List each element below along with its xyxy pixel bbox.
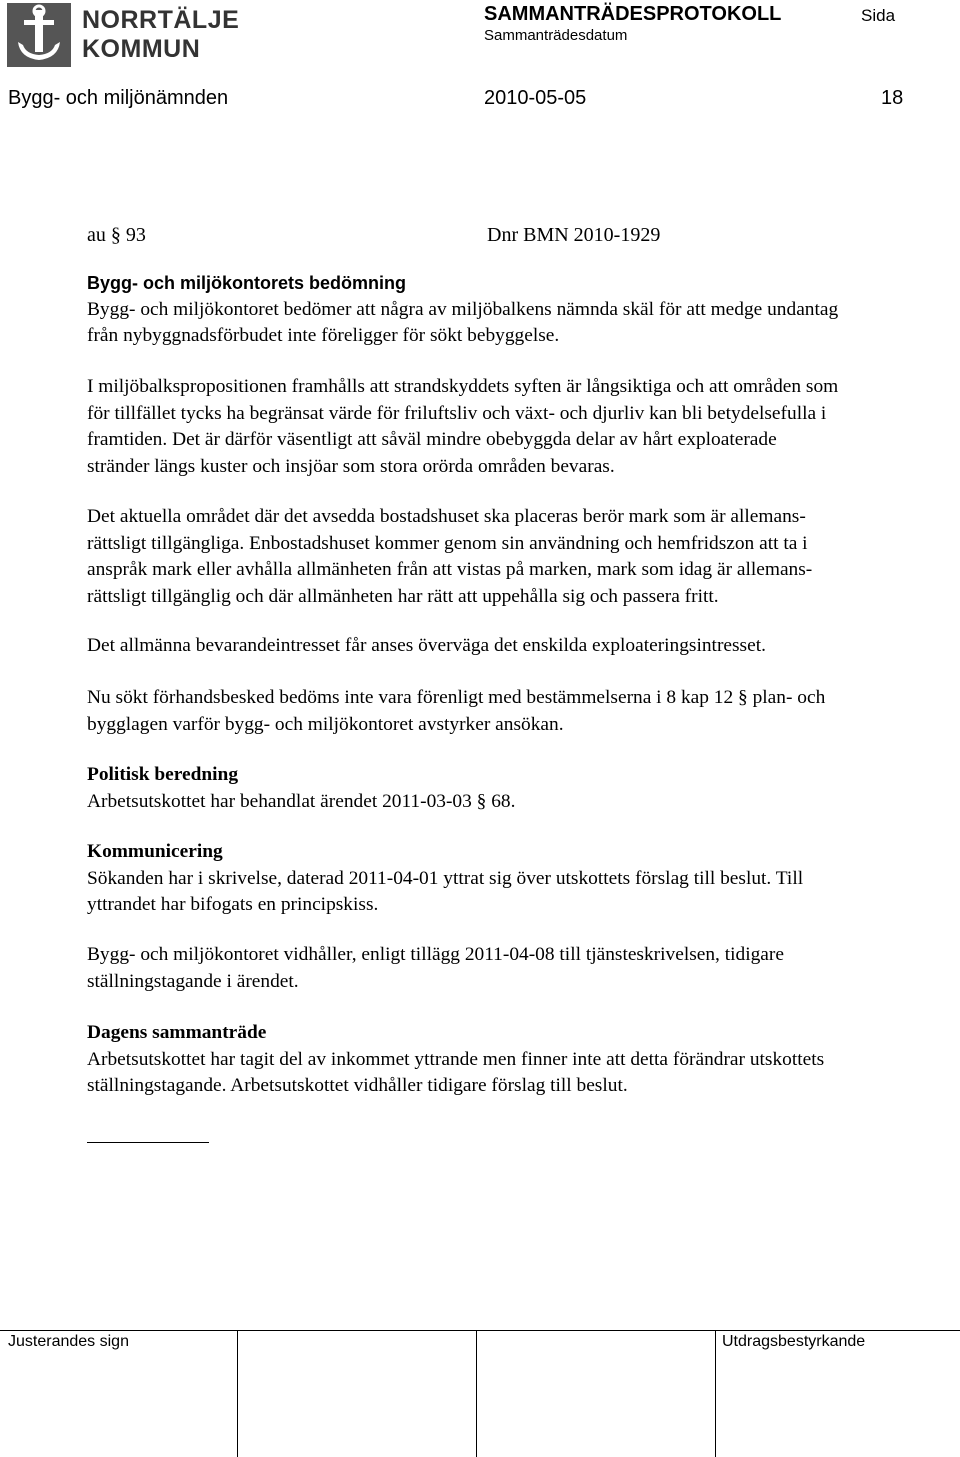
text-line: Nu sökt förhandsbesked bedöms inte vara förenligt med bestämmelserna i 8 kap 12 § plan- och — [87, 687, 826, 708]
assessment-section — [87, 270, 955, 350]
communication-section — [87, 839, 955, 919]
footer-column-divider — [237, 1330, 238, 1457]
text-line: Arbetsutskottet har behandlat ärendet 2011-03-03 § 68. — [87, 790, 516, 812]
text-line: yttrandet har bifogats en principskiss. — [87, 894, 379, 915]
assessment-paragraph-1 — [87, 297, 955, 350]
text-line: framtiden. Det är därför väsentligt att såväl mindre obebyggda delar av hårt exploaterade — [87, 429, 777, 450]
text-line: Bygg- och miljökontoret bedömer att några av miljöbalkens nämnda skäl för att medge undantag — [87, 298, 839, 320]
text-line: Det aktuella området där det avsedda bostadshuset ska placeras berör mark som är allemans- — [87, 506, 806, 527]
municipality-name — [82, 6, 239, 64]
protocol-title: SAMMANTRÄDESPROTOKOLL — [484, 3, 782, 25]
text-line: bygglagen varför bygg- och miljökontoret avstyrker ansökan. — [87, 713, 564, 735]
todays-meeting-section — [87, 1020, 955, 1100]
signature-line — [87, 1142, 209, 1143]
assessment-paragraph-3 — [87, 504, 955, 610]
assessment-paragraph-5 — [87, 685, 955, 738]
text-line: Det allmänna bevarandeintresset får anses överväga det enskilda exploateringsintresset. — [87, 635, 766, 656]
page-number: 18 — [881, 87, 904, 109]
municipality-name-line1: NORRTÄLJE — [82, 6, 240, 34]
assessment-paragraph-4 — [87, 633, 955, 660]
text-line: för tillfället tycks ha begränsat värde för friluftsliv och växt- och djurliv kan bli betydelsefulla i — [87, 402, 827, 424]
todays-meeting-heading: Dagens sammanträde — [87, 1022, 267, 1043]
text-line: rättsligt tillgänglig och där allmänheten har rätt att uppehålla sig och passera fritt. — [87, 585, 719, 607]
text-line: I miljöbalkspropositionen framhålls att strandskyddets syften är långsiktiga och att områden som — [87, 376, 839, 397]
page-label: Sida — [861, 6, 896, 25]
communication-heading: Kommunicering — [87, 841, 223, 862]
assessment-heading: Bygg- och miljökontorets bedömning — [87, 273, 406, 293]
communication-paragraph-2 — [87, 942, 955, 995]
text-line: stränder längs kuster och insjöar som stora orörda områden bevaras. — [87, 455, 615, 477]
text-line: från nybyggnadsförbudet inte föreligger för sökt bebyggelse. — [87, 325, 560, 346]
text-line: Arbetsutskottet har tagit del av inkommet yttrande men finner inte att detta förändrar utskottets — [87, 1048, 825, 1070]
political-section — [87, 762, 955, 815]
municipality-name-line2: KOMMUN — [82, 35, 201, 63]
meeting-date-label: Sammanträdesdatum — [484, 27, 628, 44]
committee-name: Bygg- och miljönämnden — [8, 87, 229, 109]
text-line: rättsligt tillgängliga. Enbostadshuset kommer genom sin användning och hemfridszon att ta i — [87, 532, 808, 554]
assessment-paragraph-2 — [87, 374, 955, 480]
meeting-date: 2010-05-05 — [484, 87, 587, 109]
adjuster-signature-label: Justerandes sign — [8, 1333, 129, 1350]
text-line: ställningstagande. Arbetsutskottet vidhåller tidigare förslag till beslut. — [87, 1075, 628, 1096]
text-line: Bygg- och miljökontoret vidhåller, enligt tillägg 2011-04-08 till tjänsteskrivelsen, tidigare — [87, 944, 784, 965]
political-heading: Politisk beredning — [87, 764, 239, 785]
text-line: Sökanden har i skrivelse, daterad 2011-04-01 yttrat sig över utskottets förslag till beslut. Till — [87, 867, 804, 889]
footer-column-divider — [715, 1330, 716, 1457]
case-number: au § 93 — [87, 224, 146, 246]
footer-column-divider — [476, 1330, 477, 1457]
footer-divider — [0, 1330, 960, 1331]
registration-number: Dnr BMN 2010-1929 — [487, 224, 661, 246]
text-line: ställningstagande i ärendet. — [87, 970, 299, 992]
text-line: anspråk mark eller avhålla allmänheten från att vistas på marken, mark som idag är allemans- — [87, 559, 813, 580]
extract-certification-label: Utdragsbestyrkande — [722, 1333, 866, 1350]
municipality-logo — [6, 2, 72, 68]
